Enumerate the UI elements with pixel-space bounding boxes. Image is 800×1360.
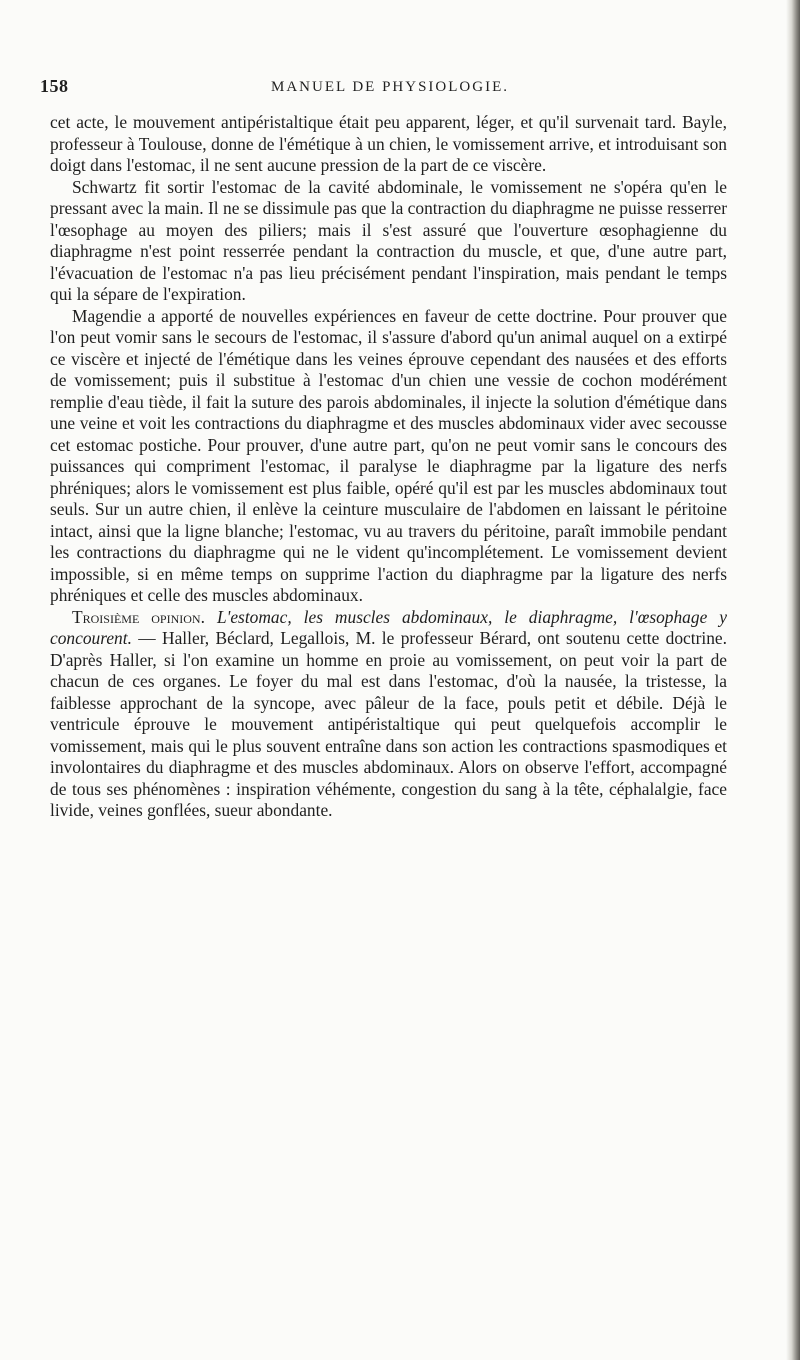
page-edge-shadow xyxy=(786,0,800,1360)
running-title: MANUEL DE PHYSIOLOGIE. xyxy=(270,79,509,95)
third-opinion-thesis: L'estomac, les muscles abdominaux, le diaphragme, l'œsophage y concourent. xyxy=(50,606,727,648)
paragraph-third-opinion xyxy=(50,607,727,822)
page-number: 158 xyxy=(40,76,69,96)
third-opinion-heading: Troisième opinion. xyxy=(72,606,205,627)
third-opinion-text: — Haller, Béclard, Legallois, M. le professeur Bérard, ont soutenu cette doctrine. D'après Haller, si l'on examine un homme en proie au vomissement, on peut voir la part de chacun de ces organes. Le foyer du mal est dans l'estomac, d'où la nausée, la tristesse, la faiblesse approchant de la syncope, avec pâleur de la face, pouls petit et débile. Déjà le ventricule éprouve le mouvement antipéristaltique qui peut quelquefois accomplir le vomissement, mais qui le plus souvent entraîne dans son action les contractions spasmodiques et involontaires du diaphragme et des muscles abdominaux. Alors on observe l'effort, accompagné de tous ses phénomènes : inspiration véhémente, congestion du sang à la tête, céphalalgie, face livide, veines gonflées, sueur abondante. xyxy=(50,628,727,820)
paragraph-continuation: cet acte, le mouvement antipéristaltique était peu apparent, léger, et qu'il survenait tard. Bayle, professeur à Toulouse, donne de l'émétique à un chien, le vomissement arrive, et introduisant son doigt dans l'estomac, il ne sent aucune pression de la part de ce viscère. xyxy=(50,112,727,175)
paragraph-schwartz: Schwartz fit sortir l'estomac de la cavité abdominale, le vomissement ne s'opéra qu'en le pressant avec la main. Il ne se dissimule pas que la contraction du diaphragme ne puisse resserrer l'œsophage au moyen des piliers; mais il s'est assuré que l'ouverture œsophagienne du diaphragme n'est point resserrée pendant la contraction du muscle, et que, d'une autre part, l'évacuation de l'estomac n'a pas lieu précisément pendant l'inspiration, mais pendant le temps qui la sépare de l'expiration. xyxy=(50,176,727,304)
paragraph-magendie: Magendie a apporté de nouvelles expériences en faveur de cette doctrine. Pour prouver que l'on peut vomir sans le secours de l'estomac, il s'assure d'abord qu'un animal auquel on a extirpé ce viscère et injecté de l'émétique dans les veines éprouve cependant des nausées et des efforts de vomissement; puis il substitue à l'estomac d'un chien une vessie de cochon modérément remplie d'eau tiède, il fait la suture des parois abdominales, il injecte la solution d'émétique dans une veine et voit les contractions du diaphragme et des muscles abdominaux vider avec secousse cet estomac postiche. Pour prouver, d'une autre part, qu'on ne peut vomir sans le concours des puissances qui compriment l'estomac, il paralyse le diaphragme par la ligature des nerfs phréniques; alors le vomissement est plus faible, opéré qu'il est par les muscles abdominaux tout seuls. Sur un autre chien, il enlève la ceinture musculaire de l'abdomen en laissant le péritoine intact, ainsi que la ligne blanche; l'estomac, vu au travers du péritoine, paraît immobile pendant les contractions du diaphragme qui ne le vident qu'incomplétement. Le vomissement devient impossible, si en même temps on supprime l'action du diaphragme par la ligature des nerfs phréniques et celle des muscles abdominaux. xyxy=(50,305,727,605)
body-text xyxy=(50,112,727,822)
page-header xyxy=(40,76,740,98)
